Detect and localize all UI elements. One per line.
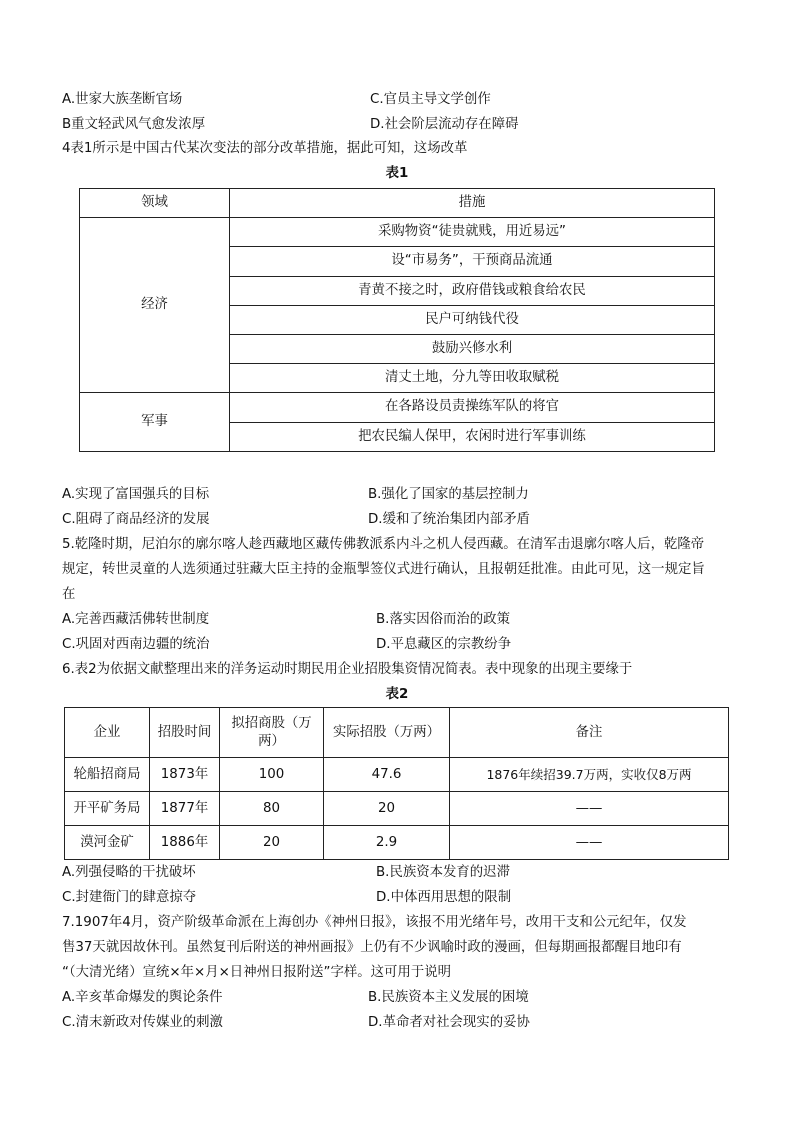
q3-option-a: A.世家大族垄断官场	[62, 92, 183, 107]
table-cell: 1876年续招39.7万两，实收仅8万两	[450, 758, 729, 792]
q6-option-d: D.中体西用思想的限制	[376, 890, 512, 905]
table-row	[80, 393, 715, 422]
table-1-measure: 鼓励兴修水利	[230, 334, 715, 363]
table-1-measure: 采购物资“徒贵就贱，用近易远”	[230, 218, 715, 247]
table-2-header-time: 招股时间	[150, 708, 220, 758]
table-2-header-row	[65, 708, 729, 758]
table-1-measure: 设“市易务”，干预商品流通	[230, 247, 715, 276]
q5-option-c: C.巩固对西南边疆的统治	[62, 637, 210, 652]
table-row	[65, 826, 729, 860]
table2-caption: 表2	[385, 687, 409, 702]
q4-option-d: D.缓和了统治集团内部矛盾	[368, 512, 530, 527]
table-2-header-planned: 拟招商股（万两）	[220, 708, 324, 758]
table-2-header-actual: 实际招股（万两）	[324, 708, 450, 758]
q4-option-a: A.实现了富国强兵的目标	[62, 487, 210, 502]
q7-stem-line-2: 售37天就因故休刊。虽然复刊后附送的神州画报》上仍有不少讽喻时政的漫画，但每期画报都醒目地印有	[62, 940, 682, 955]
table-cell: 2.9	[324, 826, 450, 860]
table-2-header-company: 企业	[65, 708, 150, 758]
table-cell: 1873年	[150, 758, 220, 792]
q3-option-c: C.官员主导文学创作	[370, 92, 491, 107]
q5-option-b: B.落实因俗而治的政策	[376, 612, 510, 627]
table-row	[65, 758, 729, 792]
q6-option-c: C.封建衙门的肆意掠夺	[62, 890, 197, 905]
table-row	[65, 792, 729, 826]
table-cell: 100	[220, 758, 324, 792]
table-1-header-measures: 措施	[230, 189, 715, 218]
q4-stem: 4表1所示是中国古代某次变法的部分改革措施，据此可知，这场改革	[62, 141, 468, 156]
table-1-measure: 把农民编人保甲，农闲时进行军事训练	[230, 422, 715, 451]
q5-option-d: D.平息藏区的宗教纷争	[376, 637, 512, 652]
q7-option-a: A.辛亥革命爆发的舆论条件	[62, 990, 223, 1005]
table-2	[64, 707, 729, 860]
table-1-military-label: 军事	[80, 393, 230, 451]
table-cell: 1877年	[150, 792, 220, 826]
table-row	[80, 218, 715, 247]
table-1-header-domain: 领域	[80, 189, 230, 218]
table-1-measure: 清丈土地，分九等田收取赋税	[230, 364, 715, 393]
q6-option-b: B.民族资本发育的迟滞	[376, 865, 510, 880]
q6-stem: 6.表2为依据文献整理出来的洋务运动时期民用企业招股集资情况简表。表中现象的出现主要缘于	[62, 662, 633, 677]
table-2-header-remarks: 备注	[450, 708, 729, 758]
table-cell: 开平矿务局	[65, 792, 150, 826]
table-cell: 1886年	[150, 826, 220, 860]
q5-option-a: A.完善西藏活佛转世制度	[62, 612, 210, 627]
table1-caption: 表1	[385, 166, 409, 181]
table-cell: ——	[450, 792, 729, 826]
table-1-measure: 民户可纳钱代役	[230, 305, 715, 334]
table-cell: 47.6	[324, 758, 450, 792]
table-cell: 漠河金矿	[65, 826, 150, 860]
table-1	[79, 188, 715, 452]
table-cell: 20	[220, 826, 324, 860]
q3-option-b: B重文轻武风气愈发浓厚	[62, 117, 206, 132]
table-1-measure: 在各路设员责操练军队的将官	[230, 393, 715, 422]
q6-option-a: A.列强侵略的干扰破坏	[62, 865, 196, 880]
q7-option-b: B.民族资本主义发展的困境	[368, 990, 529, 1005]
table-1-economy-label: 经济	[80, 218, 230, 393]
table-cell: ——	[450, 826, 729, 860]
q5-stem-line-3: 在	[62, 587, 76, 602]
q7-stem-line-1: 7.1907年4月，资产阶级革命派在上海创办《神州日报》，该报不用光绪年号，改用干支和公元纪年，仅发	[62, 915, 687, 930]
q7-option-d: D.革命者对社会现实的妥协	[368, 1015, 530, 1030]
q5-stem-line-1: 5.乾隆时期，尼泊尔的廓尔喀人趁西藏地区藏传佛教派系内斗之机人侵西藏。在清军击退廓尔喀人后，乾隆帝	[62, 537, 705, 552]
q7-option-c: C.清末新政对传媒业的刺激	[62, 1015, 223, 1030]
table-cell: 轮船招商局	[65, 758, 150, 792]
table-cell: 20	[324, 792, 450, 826]
q7-stem-line-3: “（大清光绪）宣统×年×月×日神州日报附送”字样。这可用于说明	[62, 965, 451, 980]
table-1-measure: 青黄不接之时，政府借钱或粮食给农民	[230, 276, 715, 305]
q4-option-c: C.阻碍了商品经济的发展	[62, 512, 210, 527]
table-1-header-row	[80, 189, 715, 218]
q4-option-b: B.强化了国家的基层控制力	[368, 487, 529, 502]
q5-stem-line-2: 规定，转世灵童的人选须通过驻藏大臣主持的金瓶掣签仪式进行确认，且报朝廷批准。由此可见，这一规定旨	[62, 562, 705, 577]
q3-option-d: D.社会阶层流动存在障碍	[370, 117, 519, 132]
table-cell: 80	[220, 792, 324, 826]
